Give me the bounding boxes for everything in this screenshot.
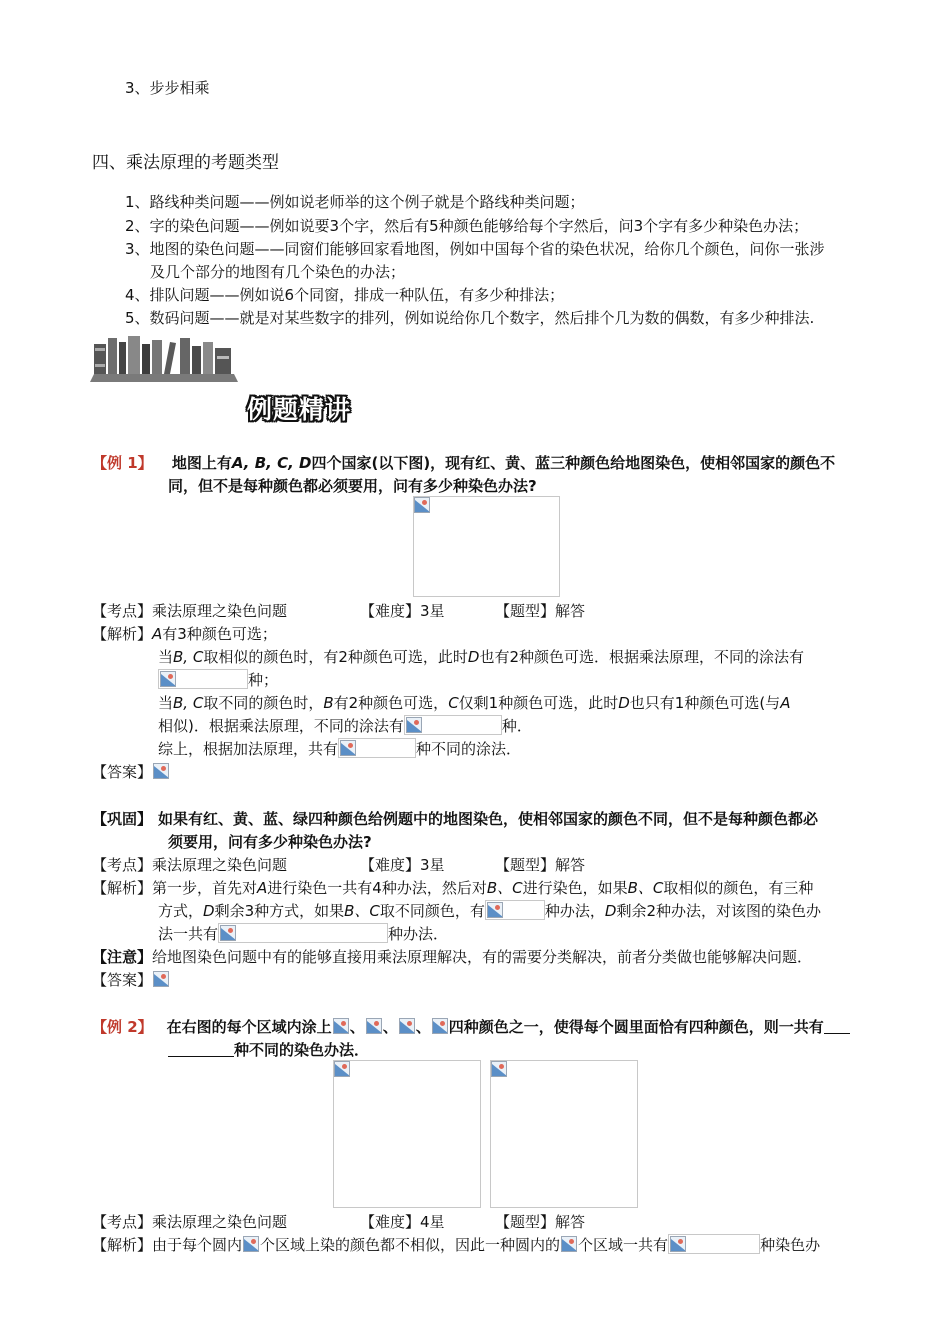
- example-tag: 【例 1】: [92, 454, 153, 472]
- analysis-line: 【解析】第一步，首先对A进行染色一共有4种办法，然后对B、C进行染色，如果B、C取相似的颜色，有三种: [92, 879, 814, 897]
- broken-image-icon: [340, 740, 356, 756]
- broken-image-icon: [220, 925, 236, 941]
- formula-image: [338, 738, 416, 758]
- question-type: 【题型】解答: [495, 602, 586, 620]
- consolidation-question-line2: 须要用，问有多少种染色办法?: [168, 833, 372, 851]
- broken-image-icon: [333, 1018, 349, 1034]
- list-item: 5、数码问题——就是对某些数字的排列，例如说给你几个数字，然后排个几为数的偶数，有多少种排法.: [125, 309, 815, 327]
- broken-image-icon: [670, 1236, 686, 1252]
- formula-image: [485, 900, 545, 920]
- difficulty: 【难度】3星: [360, 602, 445, 620]
- broken-image-icon: [334, 1061, 350, 1077]
- answer-line: 【答案】: [92, 761, 170, 783]
- formula-image: [218, 923, 388, 943]
- analysis-line: 【解析】由于每个圆内 个区域上染的颜色都不相似，因此一种圆内的 个区域一共有 种染色办: [92, 1236, 821, 1254]
- broken-image-icon: [399, 1018, 415, 1034]
- number-image: [242, 1235, 260, 1253]
- answer-blank: [824, 1019, 850, 1034]
- difficulty: 【难度】3星: [360, 856, 445, 874]
- color-image: [365, 1017, 383, 1035]
- meta-row: 【考点】乘法原理之染色问题: [92, 602, 288, 620]
- meta-row: 【考点】乘法原理之染色问题: [92, 1213, 288, 1231]
- consolidation-question: 【巩固】 如果有红、黄、蓝、绿四种颜色给例题中的地图染色，使相邻国家的颜色不同，但不是每种颜色都必: [92, 810, 819, 828]
- analysis-line: 当B, C取不同的颜色时，B有2种颜色可选，C仅剩1种颜色可选，此时D也只有1种颜色可选(与A: [158, 694, 791, 712]
- analysis-line: 种；: [158, 669, 278, 691]
- broken-image-icon: [561, 1236, 577, 1252]
- broken-image-icon: [487, 902, 503, 918]
- meta-row: 【考点】乘法原理之染色问题: [92, 856, 288, 874]
- question-type: 【题型】解答: [495, 856, 586, 874]
- list-item: 3、地图的染色问题——同窗们能够回家看地图，例如中国每个省的染色状况，给你几个颜色，问你一张涉: [125, 240, 825, 258]
- broken-image-icon: [432, 1018, 448, 1034]
- list-item: 1、路线种类问题——例如说老师举的这个例子就是个路线种类问题；: [125, 193, 585, 211]
- analysis-line: 【解析】A有3种颜色可选；: [92, 625, 277, 643]
- analysis-line: 当B, C取相似的颜色时，有2种颜色可选，此时D也有2种颜色可选．根据乘法原理，不同的涂法有: [158, 648, 804, 666]
- color-image: [332, 1017, 350, 1035]
- list-item-top: 3、步步相乘: [125, 79, 210, 97]
- circles-figure-image: [490, 1060, 638, 1208]
- example-2-question: 【例 2】 在右图的每个区域内涂上 、 、 、 四种颜色之一，使得每个圆里面恰有四种颜色，则一共有: [92, 1016, 850, 1038]
- broken-image-icon: [406, 717, 422, 733]
- answer-line: 【答案】: [92, 969, 170, 991]
- analysis-line: 方式，D剩余3种方式，如果B、C取不同颜色，有 种办法，D剩余2种办法，对该图的染色办: [158, 902, 822, 920]
- formula-image: [158, 669, 248, 689]
- color-image: [431, 1017, 449, 1035]
- number-image: [560, 1235, 578, 1253]
- question-type: 【题型】解答: [495, 1213, 586, 1231]
- color-image: [398, 1017, 416, 1035]
- books-banner-image: [90, 334, 238, 382]
- map-figure-image: [413, 496, 560, 597]
- circles-figure-image: [333, 1060, 481, 1208]
- banner-title: 例题精讲: [247, 395, 352, 424]
- section-heading: 四、乘法原理的考题类型: [92, 153, 279, 173]
- analysis-line: 法一共有 种办法．: [158, 925, 449, 943]
- difficulty: 【难度】4星: [360, 1213, 445, 1231]
- example-1-question-line2: 同，但不是每种颜色都必须要用，问有多少种染色办法?: [168, 477, 537, 495]
- list-item: 2、字的染色问题——例如说要3个字，然后有5种颜色能够给每个字然后，问3个字有多少种染色办法；: [125, 217, 809, 235]
- list-item-continued: 及几个部分的地图有几个染色的办法；: [150, 263, 406, 281]
- analysis-line: 综上，根据加法原理，共有 种不同的涂法．: [158, 740, 522, 758]
- broken-image-icon: [160, 671, 176, 687]
- formula-image: [668, 1234, 760, 1254]
- broken-image-icon: [153, 971, 169, 987]
- answer-image: [152, 970, 170, 988]
- note-line: 【注意】给地图染色问题中有的能够直接用乘法原理解决，有的需要分类解决，前者分类做也能够解决问题．: [92, 948, 813, 966]
- example-2-question-line2: 种不同的染色办法．: [168, 1039, 369, 1061]
- example-1-question: 【例 1】 地图上有A, B, C, D四个国家(以下图)，现有红、黄、蓝三种颜色给地图染色，使相邻国家的颜色不: [92, 454, 836, 472]
- analysis-line: 相似)．根据乘法原理，不同的涂法有 种．: [158, 717, 532, 735]
- formula-image: [404, 715, 502, 735]
- list-item: 4、排队问题——例如说6个同窗，排成一种队伍，有多少种排法；: [125, 286, 565, 304]
- broken-image-icon: [366, 1018, 382, 1034]
- broken-image-icon: [153, 763, 169, 779]
- broken-image-icon: [414, 497, 430, 513]
- answer-blank: [168, 1042, 234, 1057]
- broken-image-icon: [491, 1061, 507, 1077]
- answer-image: [152, 762, 170, 780]
- broken-image-icon: [243, 1236, 259, 1252]
